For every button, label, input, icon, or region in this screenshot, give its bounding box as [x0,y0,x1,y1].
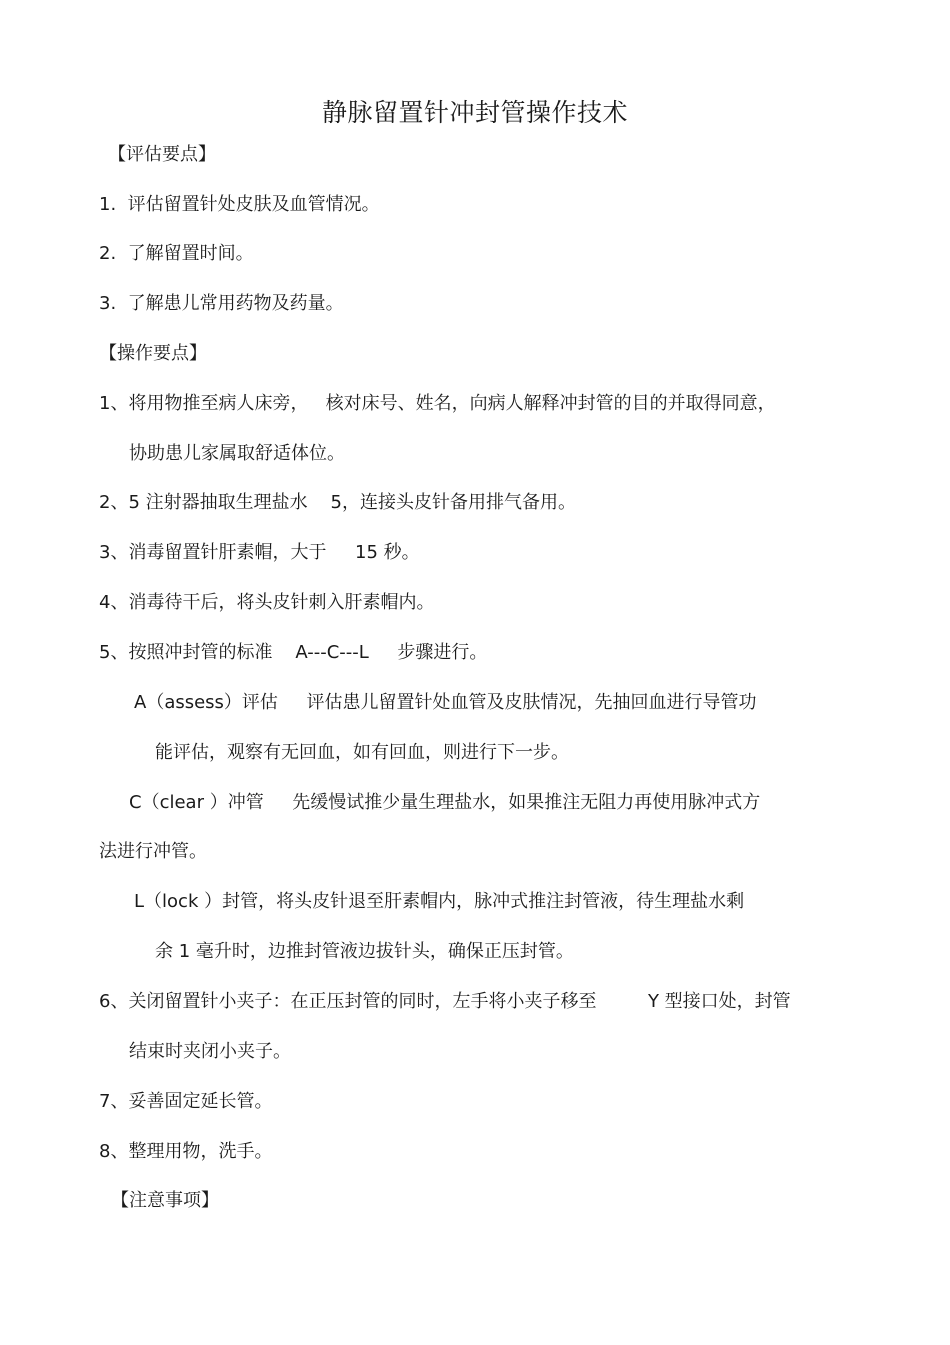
operation-step-6-line-2: 结束时夹闭小夹子。 [129,1041,291,1062]
operation-step-1-line-1: 1、将用物推至病人床旁， 核对床号、姓名，向病人解释冲封管的目的并取得同意， [99,393,776,414]
operation-step-7: 7、妥善固定延长管。 [99,1091,273,1112]
operation-step-1-line-2: 协助患儿家属取舒适体位。 [129,443,345,464]
step-l-line-1: L（lock ）封管，将头皮针退至肝素帽内，脉冲式推注封管液，待生理盐水剩 [134,891,745,912]
operation-step-2: 2、5 注射器抽取生理盐水 5，连接头皮针备用排气备用。 [99,492,576,513]
section-heading-notes: 【注意事项】 [111,1190,219,1211]
step-a-line-1: A（assess）评估 评估患儿留置针处血管及皮肤情况，先抽回血进行导管功 [134,692,757,713]
section-heading-assessment: 【评估要点】 [108,144,216,165]
assessment-item-3: 3. 了解患儿常用药物及药量。 [99,293,344,314]
assessment-item-1: 1. 评估留置针处皮肤及血管情况。 [99,194,380,215]
step-l-line-2: 余 1 毫升时，边推封管液边拔针头，确保正压封管。 [155,941,574,962]
operation-step-6-line-1: 6、关闭留置针小夹子：在正压封管的同时，左手将小夹子移至 Y 型接口处，封管 [99,991,791,1012]
section-heading-operation: 【操作要点】 [99,343,207,364]
operation-step-8: 8、整理用物，洗手。 [99,1141,273,1162]
operation-step-5: 5、按照冲封管的标准 A---C---L 步骤进行。 [99,642,488,663]
step-c-line-2: 法进行冲管。 [99,841,207,862]
step-a-line-2: 能评估，观察有无回血，如有回血，则进行下一步。 [155,742,569,763]
step-c-line-1: C（clear ）冲管 先缓慢试推少量生理盐水，如果推注无阻力再使用脉冲式方 [129,792,761,813]
document-title: 静脉留置针冲封管操作技术 [321,98,628,127]
operation-step-3: 3、消毒留置针肝素帽，大于 15 秒。 [99,542,420,563]
assessment-item-2: 2. 了解留置时间。 [99,243,254,264]
operation-step-4: 4、消毒待干后，将头皮针刺入肝素帽内。 [99,592,435,613]
